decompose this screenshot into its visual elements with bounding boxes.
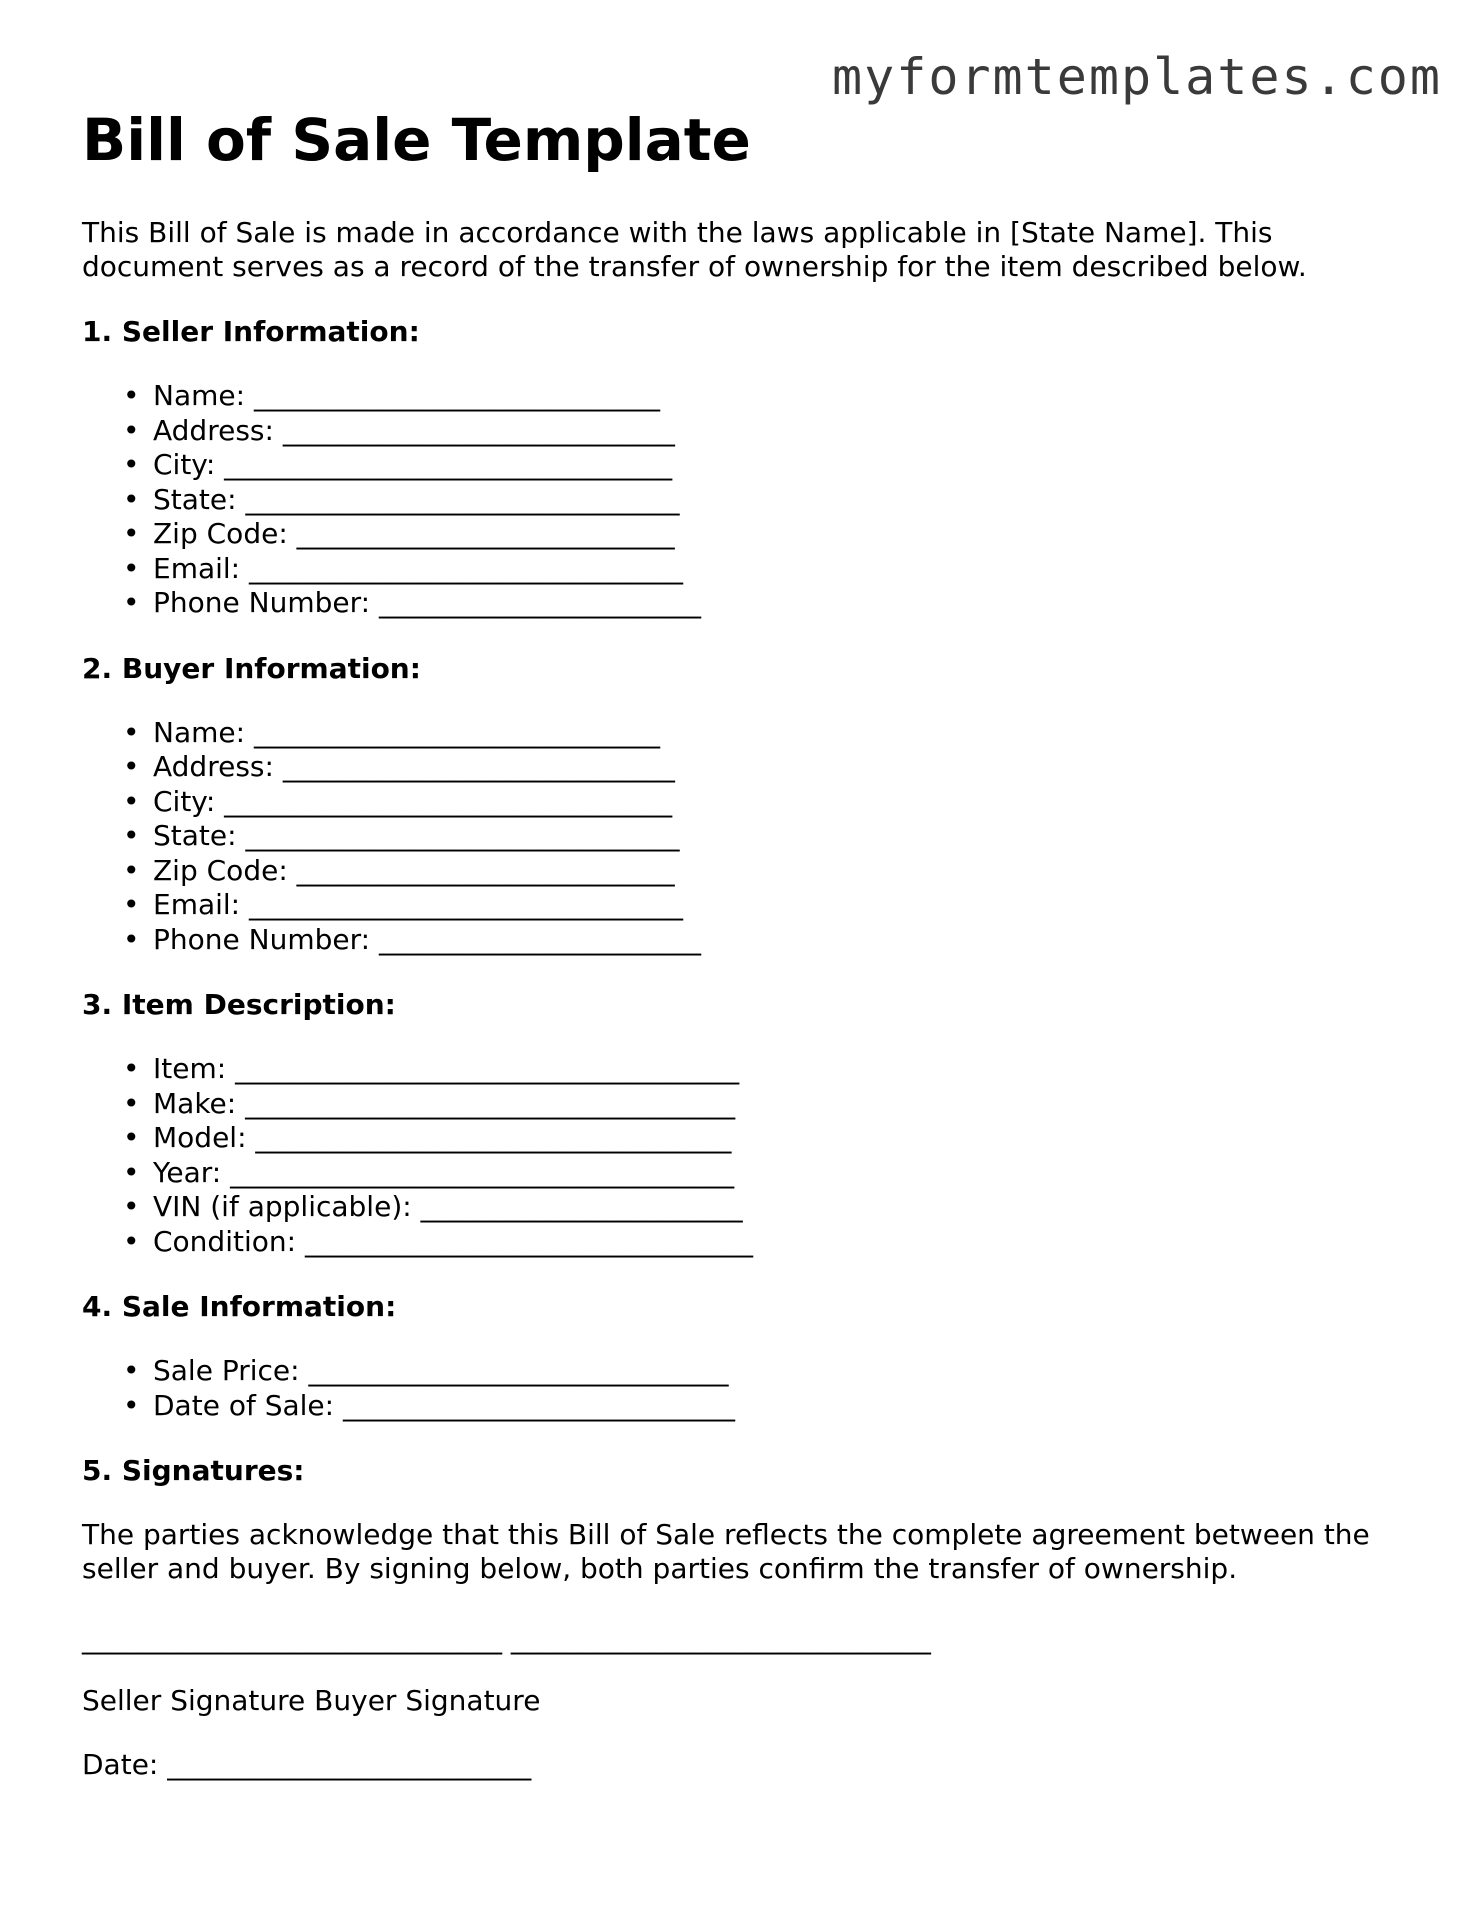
acknowledgement-paragraph: The parties acknowledge that this Bill of Sale reflects the complete agreement between the seller and buyer. By signing below, both parties confirm the transfer of ownership. bbox=[82, 1518, 1370, 1585]
bullet-icon: • bbox=[123, 922, 140, 956]
vin-field[interactable]: • VIN (if applicable): _______________________ bbox=[123, 1190, 743, 1223]
item-field-list bbox=[82, 1052, 1402, 1259]
sale-field-list bbox=[82, 1354, 1402, 1423]
bullet-icon: • bbox=[123, 586, 140, 619]
seller-name-field[interactable]: • Name: _____________________________ bbox=[123, 379, 660, 412]
buyer-section-heading: 2. Buyer Information: bbox=[82, 651, 421, 685]
signature-labels: Seller Signature Buyer Signature bbox=[82, 1684, 541, 1717]
buyer-city-field[interactable]: • City: ________________________________ bbox=[123, 784, 673, 818]
year-field[interactable]: • Year: ____________________________________ bbox=[123, 1155, 735, 1189]
page-title: Bill of Sale Template bbox=[82, 106, 751, 174]
bullet-icon: • bbox=[123, 750, 140, 783]
seller-section-heading: 1. Seller Information: bbox=[82, 315, 420, 348]
bullet-icon: • bbox=[123, 1388, 140, 1422]
bullet-icon: • bbox=[123, 413, 140, 447]
seller-address-field[interactable]: • Address: ____________________________ bbox=[123, 413, 675, 447]
bullet-icon: • bbox=[123, 888, 140, 921]
bullet-icon: • bbox=[123, 1086, 140, 1120]
seller-email-field[interactable]: • Email: _______________________________ bbox=[123, 551, 684, 585]
seller-zip-field[interactable]: • Zip Code: ___________________________ bbox=[123, 517, 675, 550]
buyer-phone-field[interactable]: • Phone Number: _______________________ bbox=[123, 922, 701, 956]
buyer-address-field[interactable]: • Address: ____________________________ bbox=[123, 750, 675, 783]
bullet-icon: • bbox=[123, 715, 140, 749]
item-field[interactable]: • Item: ____________________________________ bbox=[123, 1052, 740, 1085]
bullet-icon: • bbox=[123, 379, 140, 412]
sale-price-field[interactable]: • Sale Price: ______________________________ bbox=[123, 1354, 729, 1387]
bullet-icon: • bbox=[123, 1155, 140, 1189]
make-field[interactable]: • Make: ___________________________________ bbox=[123, 1086, 736, 1120]
watermark: myformtemplates.com bbox=[832, 48, 1442, 106]
seller-city-field[interactable]: • City: ________________________________ bbox=[123, 448, 673, 481]
buyer-zip-field[interactable]: • Zip Code: ___________________________ bbox=[123, 853, 675, 887]
bullet-icon: • bbox=[123, 551, 140, 585]
bullet-icon: • bbox=[123, 448, 140, 481]
signature-date-field[interactable]: Date: __________________________ bbox=[82, 1748, 532, 1781]
bullet-icon: • bbox=[123, 784, 140, 818]
sale-section-heading: 4. Sale Information: bbox=[82, 1290, 397, 1323]
buyer-email-field[interactable]: • Email: _______________________________ bbox=[123, 888, 684, 921]
bullet-icon: • bbox=[123, 517, 140, 550]
seller-state-field[interactable]: • State: _______________________________ bbox=[123, 482, 680, 516]
signature-lines[interactable]: ______________________________ ______________________________ bbox=[82, 1622, 931, 1655]
bullet-icon: • bbox=[123, 853, 140, 887]
bullet-icon: • bbox=[123, 1121, 140, 1154]
bullet-icon: • bbox=[123, 1052, 140, 1085]
condition-field[interactable]: • Condition: ________________________________ bbox=[123, 1224, 753, 1258]
bullet-icon: • bbox=[123, 1224, 140, 1258]
bullet-icon: • bbox=[123, 1190, 140, 1223]
bullet-icon: • bbox=[123, 1354, 140, 1387]
seller-field-list bbox=[82, 379, 1402, 621]
intro-paragraph: This Bill of Sale is made in accordance with the laws applicable in [State Name]. This document serves as a record of the transfer of ownership for the item described below. bbox=[82, 216, 1307, 283]
model-field[interactable]: • Model: __________________________________ bbox=[123, 1121, 732, 1154]
document-page bbox=[82, 105, 1402, 1782]
signatures-section-heading: 5. Signatures: bbox=[82, 1454, 305, 1487]
buyer-state-field[interactable]: • State: _______________________________ bbox=[123, 819, 680, 852]
date-of-sale-field[interactable]: • Date of Sale: ____________________________ bbox=[123, 1388, 735, 1422]
seller-phone-field[interactable]: • Phone Number: _______________________ bbox=[123, 586, 701, 619]
buyer-field-list bbox=[82, 716, 1402, 958]
buyer-name-field[interactable]: • Name: _____________________________ bbox=[123, 715, 660, 749]
bullet-icon: • bbox=[123, 819, 140, 852]
item-section-heading: 3. Item Description: bbox=[82, 988, 396, 1021]
bullet-icon: • bbox=[123, 482, 140, 516]
